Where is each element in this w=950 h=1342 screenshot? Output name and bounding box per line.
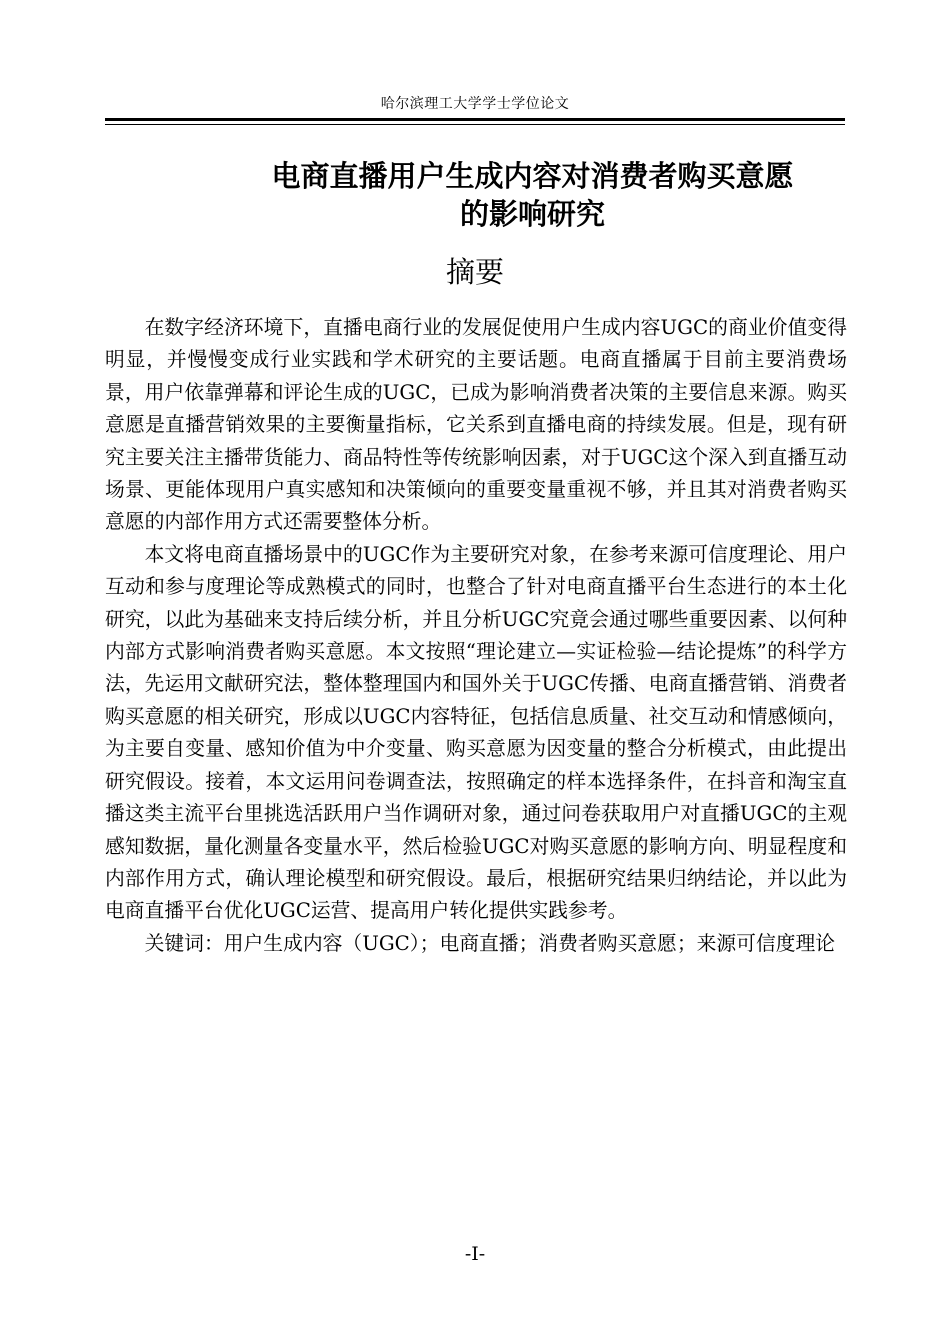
header-rule-thick bbox=[105, 118, 845, 121]
thesis-title-line-2: 的影响研究 bbox=[459, 197, 605, 231]
abstract-paragraph-2: 本文将电商直播场景中的UGC作为主要研究对象，在参考来源可信度理论、用户互动和参与度理论等成熟模式的同时，也整合了针对电商直播平台生态进行的本土化研究，以此为基础来支持后续分析，并且分析UGC究竟会通过哪些重要因素、以何种内部方式影响消费者购买意愿。本文按照“理论建立—实证检验—结论提炼”的科学方法，先运用文献研究法，整体整理国内和国外关于UGC传播、电商直播营销、消费者购买意愿的相关研究，形成以UGC内容特征，包括信息质量、社交互动和情感倾向，为主要自变量、感知价值为中介变量、购买意愿为因变量的整合分析模式，由此提出研究假设。接着，本文运用问卷调查法，按照确定的样本选择条件，在抖音和淘宝直播这类主流平台里挑选活跃用户当作调研对象，通过问卷获取用户对直播UGC的主观感知数据，量化测量各变量水平，然后检验UGC对购买意愿的影响方向、明显程度和内部作用方式，确认理论模型和研究假设。最后，根据研究结果归纳结论，并以此为电商直播平台优化UGC运营、提高用户转化提供实践参考。 bbox=[105, 542, 847, 923]
abstract-heading: 摘要 bbox=[445, 255, 504, 289]
abstract-body bbox=[105, 312, 847, 960]
running-header: 哈尔滨理工大学学士学位论文 bbox=[380, 96, 570, 112]
page-number: -I- bbox=[464, 1243, 486, 1265]
abstract-paragraph-1: 在数字经济环境下，直播电商行业的发展促使用户生成内容UGC的商业价值变得明显，并慢慢变成行业实践和学术研究的主要话题。电商直播属于目前主要消费场景，用户依靠弹幕和评论生成的UGC，已成为影响消费者决策的主要信息来源。购买意愿是直播营销效果的主要衡量指标，它关系到直播电商的持续发展。但是，现有研究主要关注主播带货能力、商品特性等传统影响因素，对于UGC这个深入到直播互动场景、更能体现用户真实感知和决策倾向的重要变量重视不够，并且其对消费者购买意愿的内部作用方式还需要整体分析。 bbox=[105, 316, 847, 534]
thesis-title-line-1: 电商直播用户生成内容对消费者购买意愿 bbox=[271, 159, 794, 193]
header-rule-thin bbox=[105, 124, 845, 125]
keywords-paragraph: 关键词：用户生成内容（UGC）；电商直播；消费者购买意愿；来源可信度理论 bbox=[144, 931, 836, 955]
thesis-title bbox=[160, 157, 905, 233]
